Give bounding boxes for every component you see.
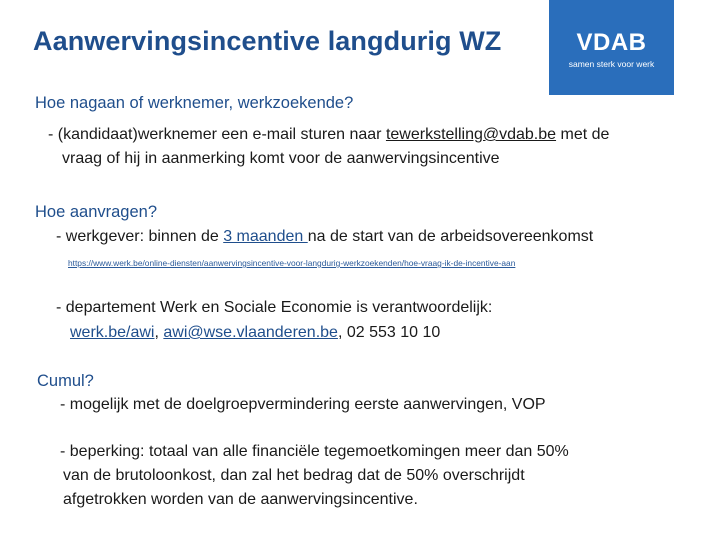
- werk-be-url-link[interactable]: https://www.werk.be/online-diensten/aanwervingsincentive-voor-langdurig-werkzoekenden/hoe-vraag-ik-de-incentive-aan: [68, 258, 516, 268]
- cumul-line-2: - beperking: totaal van alle financiële tegemoetkomingen meer dan 50%: [60, 443, 569, 460]
- email-link-awi[interactable]: awi@wse.vlaanderen.be: [163, 324, 338, 341]
- links-separator: ,: [154, 324, 164, 341]
- heading-cumul: Cumul?: [37, 372, 94, 390]
- vdab-logo: [549, 0, 674, 95]
- page-title: Aanwervingsincentive langdurig WZ: [33, 26, 502, 56]
- phone-number: , 02 553 10 10: [337, 324, 441, 341]
- logo-wordmark: VDAB: [576, 29, 647, 56]
- cumul-line-1: - mogelijk met de doelgroepvermindering eerste aanwervingen, VOP: [60, 396, 546, 413]
- nagaan-line-1: [48, 126, 609, 144]
- heading-hoe-aanvragen: Hoe aanvragen?: [35, 203, 158, 221]
- aanvragen-text-post: na de start van de arbeidsovereenkomst: [307, 228, 594, 245]
- link-3-maanden[interactable]: 3 maanden: [223, 228, 308, 245]
- aanvragen-line-3: [70, 324, 440, 342]
- link-werk-be-awi[interactable]: werk.be/awi: [70, 324, 155, 341]
- nagaan-line-2: vraag of hij in aanmerking komt voor de aanwervingsincentive: [62, 150, 500, 167]
- cumul-line-4: afgetrokken worden van de aanwervingsincentive.: [63, 491, 418, 508]
- nagaan-text-pre: - (kandidaat)werknemer een e-mail sturen naar: [48, 126, 386, 143]
- nagaan-text-post: met de: [556, 126, 610, 143]
- aanvragen-line-1: [56, 228, 593, 246]
- aanvragen-line-2: - departement Werk en Sociale Economie is verantwoordelijk:: [56, 299, 493, 316]
- aanvragen-text-pre: - werkgever: binnen de: [56, 228, 224, 245]
- logo-tagline: samen sterk voor werk: [568, 59, 655, 69]
- heading-hoe-nagaan: Hoe nagaan of werknemer, werkzoekende?: [35, 94, 354, 112]
- cumul-line-3: van de brutoloonkost, dan zal het bedrag dat de 50% overschrijdt: [63, 467, 525, 484]
- email-link-tewerkstelling[interactable]: tewerkstelling@vdab.be: [385, 126, 557, 143]
